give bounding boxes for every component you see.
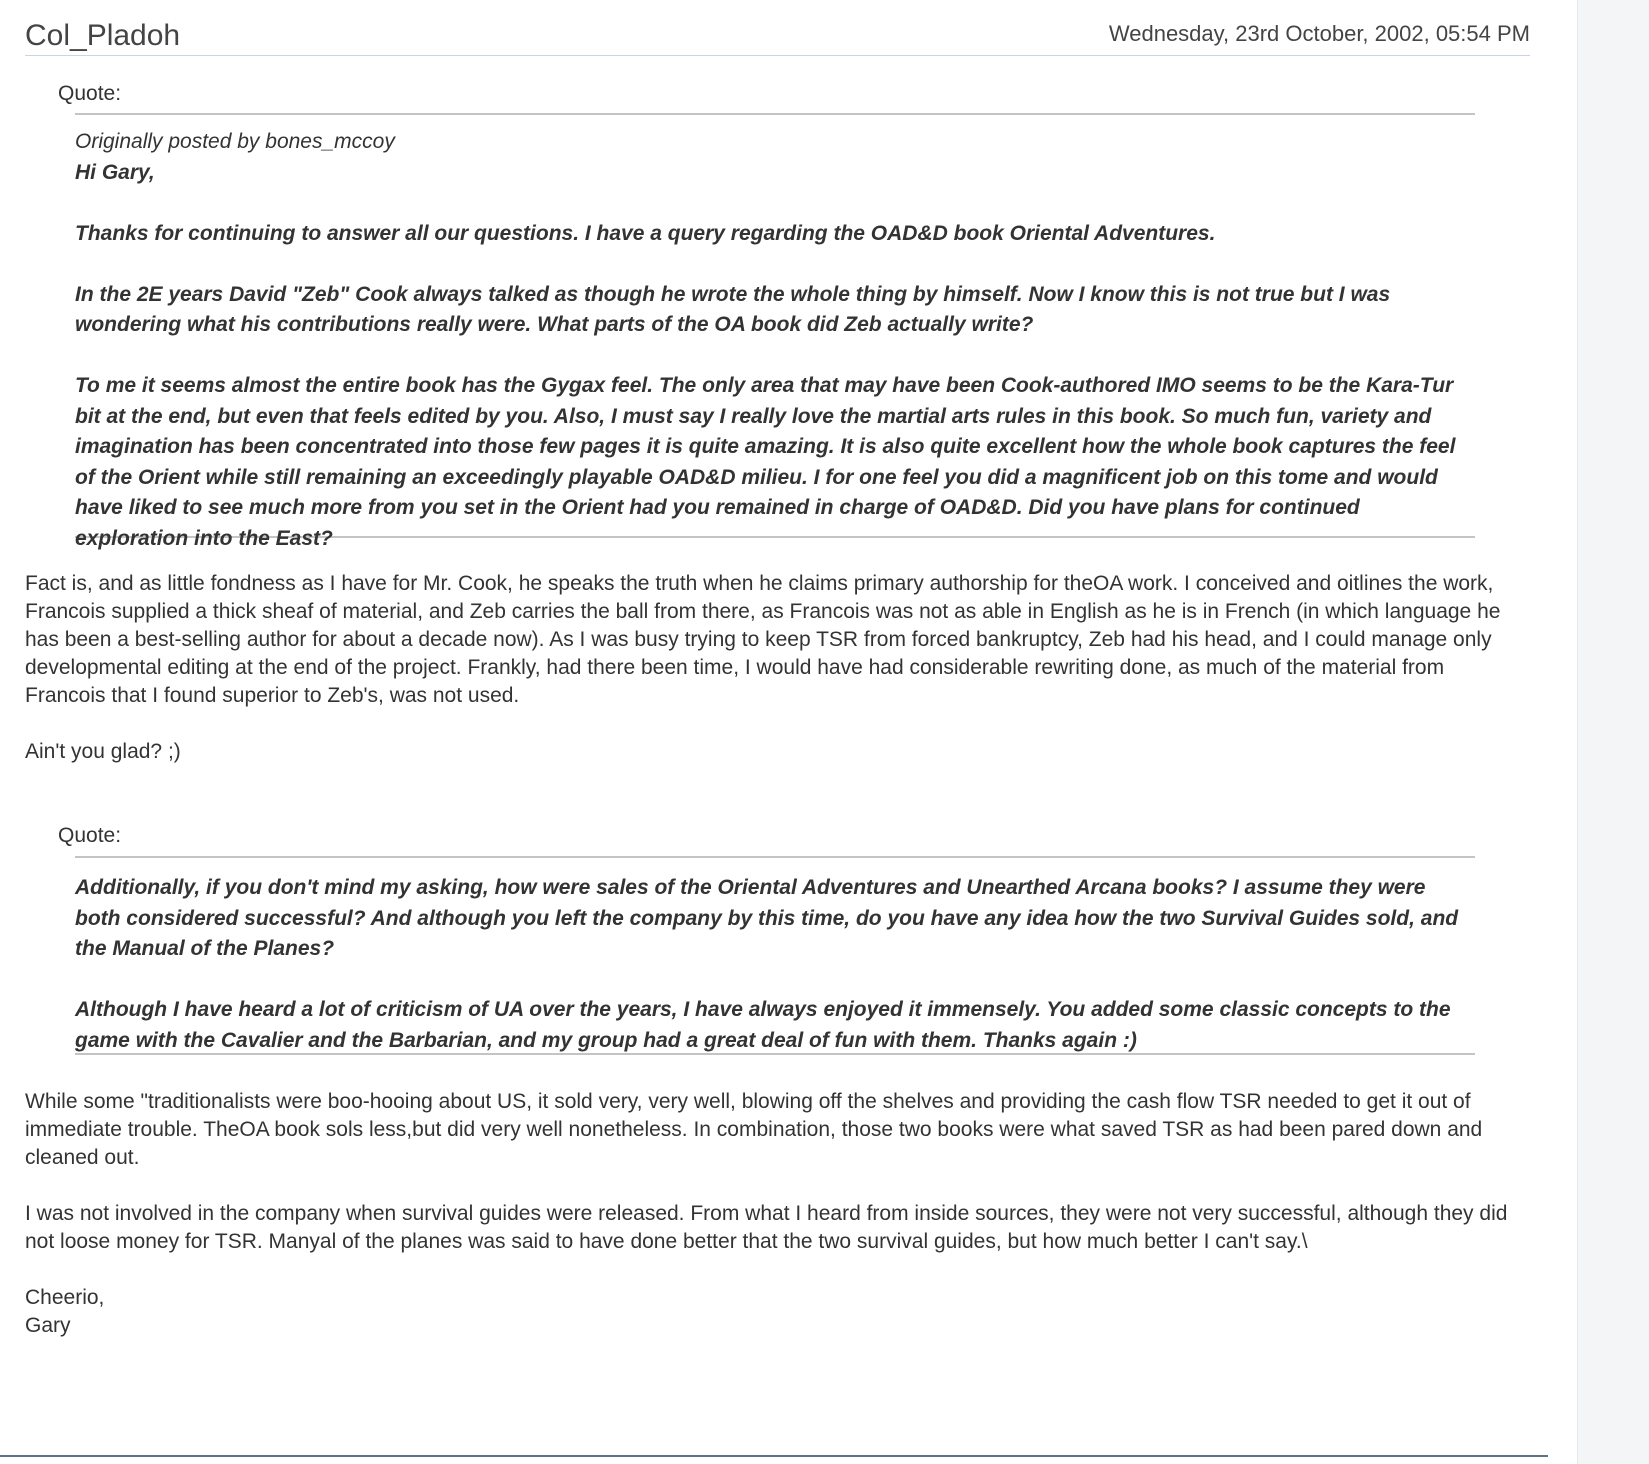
quote-greeting: Hi Gary, <box>75 160 155 184</box>
quote-paragraph: To me it seems almost the entire book has the Gygax feel. The only area that may have been Cook-authored IMO seems to be the Kara-Tur bit at the end, but even that feels edited by you. Also, I must say I really love the martial arts rules in this book. So much fun, variety and imagination has been concentrated into those few pages it is quite amazing. It is also quite excellent how the whole book captures the feel of the Orient while still remaining an exceedingly playable OAD&D milieu. I for one feel you did a magnificent job on this tome and would have liked to see much more from you set in the Orient had you remained in charge of OAD&D. Did you have plans for continued exploration into the East? <box>75 374 1456 550</box>
reply-paragraph: Fact is, and as little fondness as I have for Mr. Cook, he speaks the truth when he claims primary authorship for theOA work. I conceived and oitlines the work, Francois supplied a thick sheaf of material, and Zeb carries the ball from there, as Francois was not as able in English as he is in French (in which language he has been a best-selling author for about a decade now). As I was busy trying to keep TSR from forced bankruptcy, Zeb had his head, and I could manage only developmental editing at the end of the project. Frankly, had there been time, I would have had considerable rewriting done, as much of the material from Francois that I found superior to Zeb's, was not used. <box>25 572 1501 707</box>
reply-signoff: Cheerio, <box>25 1286 105 1309</box>
quote-paragraph: Although I have heard a lot of criticism of UA over the years, I have always enjoyed it immensely. You added some classic concepts to the game with the Cavalier and the Barbarian, and my group had a great deal of fun with them. Thanks again :) <box>75 998 1451 1052</box>
quote-paragraph: Additionally, if you don't mind my asking, how were sales of the Oriental Adventures and Unearthed Arcana books? I assume they were both considered successful? And although you left the company by this time, do you have any idea how the two Survival Guides sold, and the Manual of the Planes? <box>75 876 1459 960</box>
quote-paragraph: Thanks for continuing to answer all our questions. I have a query regarding the OAD&D book Oriental Adventures. <box>75 221 1216 245</box>
reply-paragraph: While some "traditionalists were boo-hooing about US, it sold very, very well, blowing off the shelves and providing the cash flow TSR needed to get it out of immediate trouble. TheOA book sols less,but did very well nonetheless. In combination, those two books were what saved TSR as had been pared down and cleaned out. <box>25 1090 1483 1169</box>
quote-block <box>75 113 1475 550</box>
quote-label: Quote: <box>58 824 122 847</box>
post-header <box>25 18 1530 56</box>
quote-paragraph: In the 2E years David "Zeb" Cook always talked as though he wrote the whole thing by himself. Now I know this is not true but I was wondering what his contributions really were. What parts of the OA book did Zeb actually write? <box>75 282 1391 336</box>
reply-paragraph: I was not involved in the company when survival guides were released. From what I heard from inside sources, they were not very successful, although they did not loose money for TSR. Manyal of the planes was said to have done better that the two survival guides, but how much better I can't say.\ <box>25 1202 1508 1253</box>
quote-block <box>75 856 1475 1055</box>
post-author[interactable]: Col_Pladoh <box>25 19 181 52</box>
reply-text <box>25 1088 1525 1340</box>
reply-signature: Gary <box>25 1314 71 1337</box>
right-sidebar-strip <box>1577 0 1649 1464</box>
quote-attribution: Originally posted by bones_mccoy <box>75 130 395 153</box>
post-date: Wednesday, 23rd October, 2002, 05:54 PM <box>1108 21 1530 46</box>
post-divider <box>0 1455 1548 1457</box>
reply-text <box>25 570 1525 766</box>
quote-label: Quote: <box>58 82 122 105</box>
reply-paragraph: Ain't you glad? ;) <box>25 740 181 763</box>
